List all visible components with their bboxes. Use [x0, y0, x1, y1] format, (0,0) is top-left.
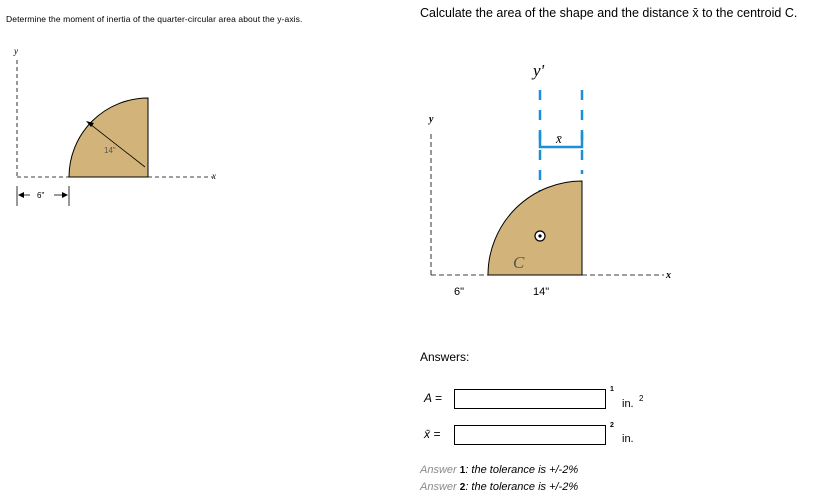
right-centroid-figure: [419, 46, 681, 300]
xbar-label: x̄: [556, 131, 562, 146]
tolerance-note-2: [420, 481, 578, 493]
xbar-row-label: x̄ =: [424, 427, 441, 441]
area-unit: in.: [622, 398, 634, 410]
area-input[interactable]: [454, 389, 606, 409]
tolerance-1-marker: 1: [459, 465, 466, 476]
left-radius-label: 14": [104, 146, 116, 155]
xbar-input[interactable]: [454, 425, 606, 445]
left-x-axis-label: x: [212, 171, 216, 181]
left-dim-arrowhead-right: [62, 192, 68, 198]
area-unit-exponent: 2: [639, 394, 644, 403]
left-question: Determine the moment of inertia of the quarter-circular area about the y-axis.: [6, 14, 303, 24]
tolerance-1-prefix[interactable]: Answer: [420, 464, 457, 476]
tolerance-2-text: : the tolerance is +/-2%: [465, 481, 579, 493]
left-quarter-circle-shape: [69, 98, 148, 177]
answers-title: Answers:: [420, 350, 470, 364]
tolerance-note-1: [420, 464, 578, 476]
xbar-unit: in.: [622, 433, 634, 445]
centroid-marker-dot: [538, 234, 541, 237]
tolerance-2-prefix[interactable]: Answer: [420, 481, 457, 493]
left-dim-arrowhead-left: [18, 192, 24, 198]
area-label: A =: [424, 391, 442, 405]
area-marker: 1: [610, 386, 614, 393]
left-y-axis-label: y: [14, 46, 18, 56]
right-quarter-circle-shape: [488, 181, 582, 275]
right-radius-label: 14": [533, 286, 550, 298]
y-prime-label: y': [533, 61, 545, 80]
left-offset-label: 6": [37, 191, 45, 200]
left-quarter-circle-figure: [8, 46, 220, 216]
right-y-axis-label: y: [429, 114, 434, 125]
tolerance-1-text: : the tolerance is +/-2%: [465, 464, 579, 476]
right-x-axis-label: x: [666, 270, 671, 281]
xbar-marker: 2: [610, 422, 614, 429]
right-offset-label: 6": [454, 286, 465, 298]
centroid-label: C: [513, 253, 525, 272]
right-question: Calculate the area of the shape and the distance x̄ to the centroid C.: [420, 6, 798, 20]
tolerance-2-marker: 2: [459, 482, 466, 493]
